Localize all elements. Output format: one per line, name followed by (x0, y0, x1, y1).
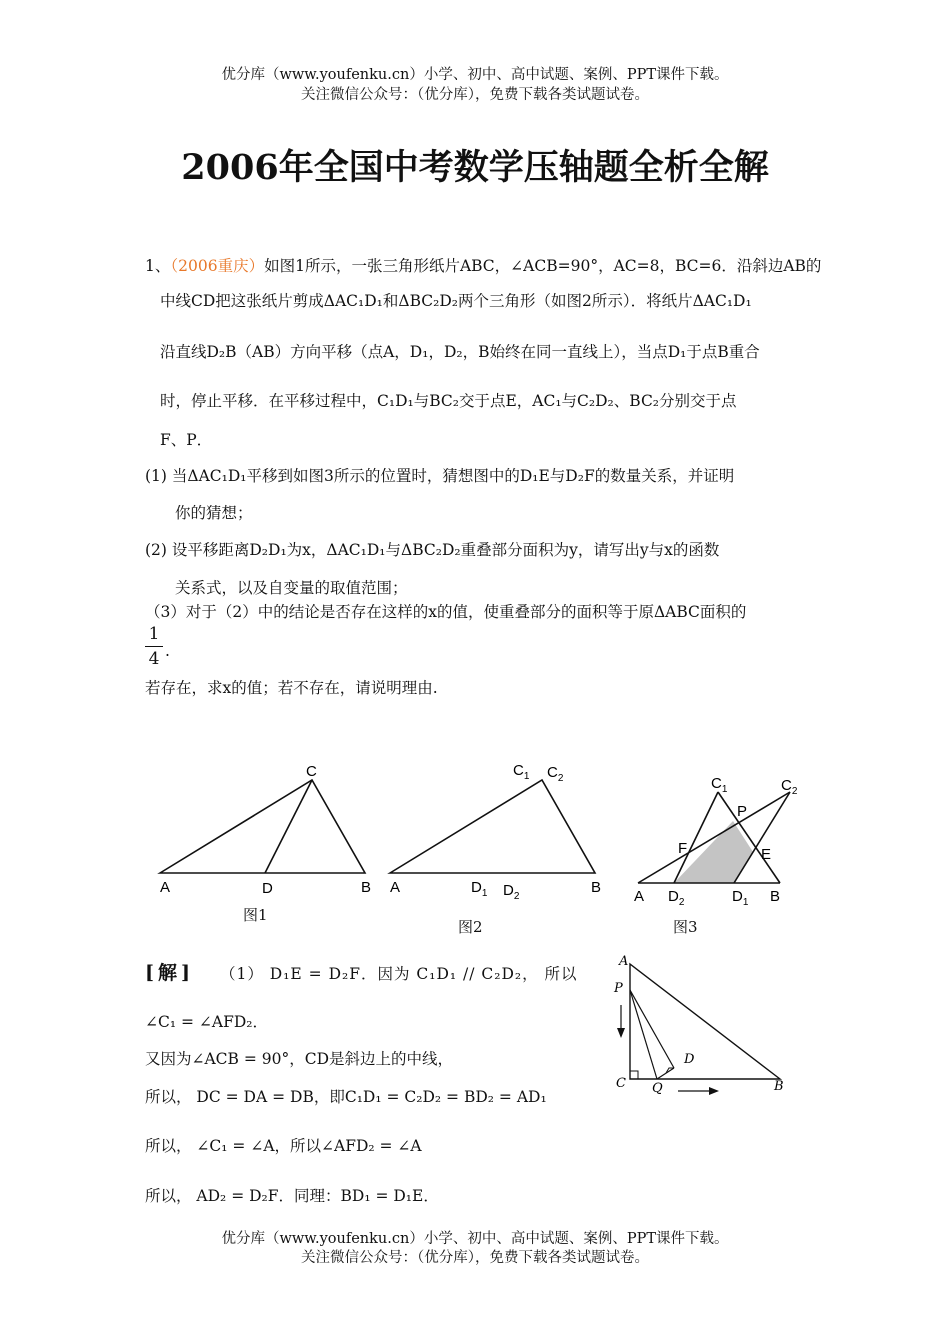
triangle-abc (160, 780, 365, 873)
figure-3 (630, 770, 810, 910)
header-line-1: 优分库（www.youfenku.cn）小学、初中、高中试题、案例、PPT课件下载。 (221, 67, 729, 83)
solution-line-6: 所以， AD₂ = D₂F．同理：BD₁ = D₁E． (145, 1187, 439, 1205)
label-c: C (306, 763, 317, 780)
question-2-line-1: (2) 设平移距离D₂D₁为x，ΔAC₁D₁与ΔBC₂D₂重叠部分面积为y，请写出y与x的函数 (145, 541, 720, 559)
solution-line-3: 又因为∠ACB = 90°，CD是斜边上的中线， (145, 1050, 454, 1068)
label-q: Q (652, 1081, 663, 1096)
problem-line-5: F、P． (160, 431, 213, 449)
figure-2 (385, 755, 615, 905)
solution-heading: [解] (145, 962, 194, 984)
label-d2: $D_2$ (668, 888, 685, 908)
label-a: A (634, 888, 645, 905)
label-d1: $D_1$ (732, 888, 749, 908)
problem-line-2: 中线CD把这张纸片剪成ΔAC₁D₁和ΔBC₂D₂两个三角形（如图2所示）．将纸片ΔAC₁D₁ (160, 292, 752, 310)
label-p: P (737, 803, 748, 820)
question-2-line-2: 关系式，以及自变量的取值范围； (175, 579, 408, 597)
figure-1 (150, 760, 390, 900)
solution-line-2: ∠C₁ = ∠AFD₂． (145, 1013, 268, 1031)
arrow-down-head (617, 1028, 625, 1038)
footer-line-1: 优分库（www.youfenku.cn）小学、初中、高中试题、案例、PPT课件下载。 (221, 1231, 729, 1247)
figure-1-caption: 图1 (243, 906, 268, 924)
label-a: A (619, 954, 629, 969)
arrow-right-head (709, 1087, 719, 1095)
figure-4 (610, 950, 800, 1100)
problem-source: （2006重庆） (170, 257, 265, 275)
label-c1: $C_1$ (513, 762, 530, 782)
label-c2: $C_2$ (781, 777, 798, 797)
right-angle-mark-c (630, 1071, 638, 1079)
triangle-fig2 (390, 780, 595, 873)
fraction-numerator: 1 (148, 624, 160, 644)
label-b: B (770, 888, 781, 905)
fraction-bar (145, 646, 163, 647)
label-c: C (616, 1076, 626, 1091)
solution-line-4: 所以， DC = DA = DB，即C₁D₁ = C₂D₂ = BD₂ = AD₁ (145, 1088, 547, 1106)
label-c2: $C_2$ (547, 764, 564, 784)
solution-line-1: （1） D₁E = D₂F．因为 C₁D₁ // C₂D₂， 所以 (220, 965, 578, 983)
solution-line-5: 所以， ∠C₁ = ∠A，所以∠AFD₂ = ∠A (145, 1137, 422, 1155)
question-1-line-2: 你的猜想； (175, 504, 253, 522)
label-b: B (591, 879, 602, 896)
segment-qd (657, 1068, 674, 1079)
header-line-2: 关注微信公众号：（优分库），免费下载各类试题试卷。 (301, 87, 649, 103)
label-d: D (684, 1052, 695, 1067)
question-1-line-1: (1) 当ΔAC₁D₁平移到如图3所示的位置时，猜想图中的D₁E与D₂F的数量关系，并证明 (145, 467, 735, 485)
label-d: D (262, 880, 273, 897)
label-p: P (614, 981, 623, 996)
question-3-line-1: （3）对于（2）中的结论是否存在这样的x的值，使重叠部分的面积等于原ΔABC面积的 (145, 603, 747, 621)
problem-number: 1、 (145, 257, 171, 275)
label-d2: $D_2$ (503, 882, 520, 902)
label-b: B (774, 1079, 784, 1094)
footer-line-2: 关注微信公众号：（优分库），免费下载各类试题试卷。 (301, 1250, 649, 1266)
label-b: B (361, 879, 372, 896)
question-3-line-2: 若存在，求x的值；若不存在，请说明理由. (145, 679, 438, 697)
label-d1: $D_1$ (471, 879, 488, 899)
label-a: A (160, 879, 171, 896)
label-e: E (761, 846, 772, 863)
problem-line-1 (145, 254, 821, 276)
figure-3-caption: 图3 (673, 918, 698, 936)
segment-pd (630, 990, 674, 1068)
label-a: A (390, 879, 401, 896)
problem-line-3: 沿直线D₂B（AB）方向平移（点A，D₁，D₂，B始终在同一直线上），当点D₁于点B重合 (160, 343, 760, 361)
label-c1: $C_1$ (711, 775, 728, 795)
fraction-one-quarter (145, 624, 163, 669)
problem-line-4: 时，停止平移．在平移过程中，C₁D₁与BC₂交于点E，AC₁与C₂D₂、BC₂分别交于点 (160, 392, 737, 410)
figure-2-caption: 图2 (458, 918, 483, 936)
fraction-period: . (165, 642, 170, 660)
fraction-denominator: 4 (148, 649, 160, 669)
label-f: F (678, 840, 688, 857)
right-triangle (630, 964, 780, 1079)
page-title: 2006年全国中考数学压轴题全析全解 (181, 147, 769, 188)
segment-pq (630, 990, 657, 1079)
problem-text-1: 如图1所示，一张三角形纸片ABC，∠ACB=90°，AC=8，BC=6．沿斜边AB的 (264, 257, 822, 275)
